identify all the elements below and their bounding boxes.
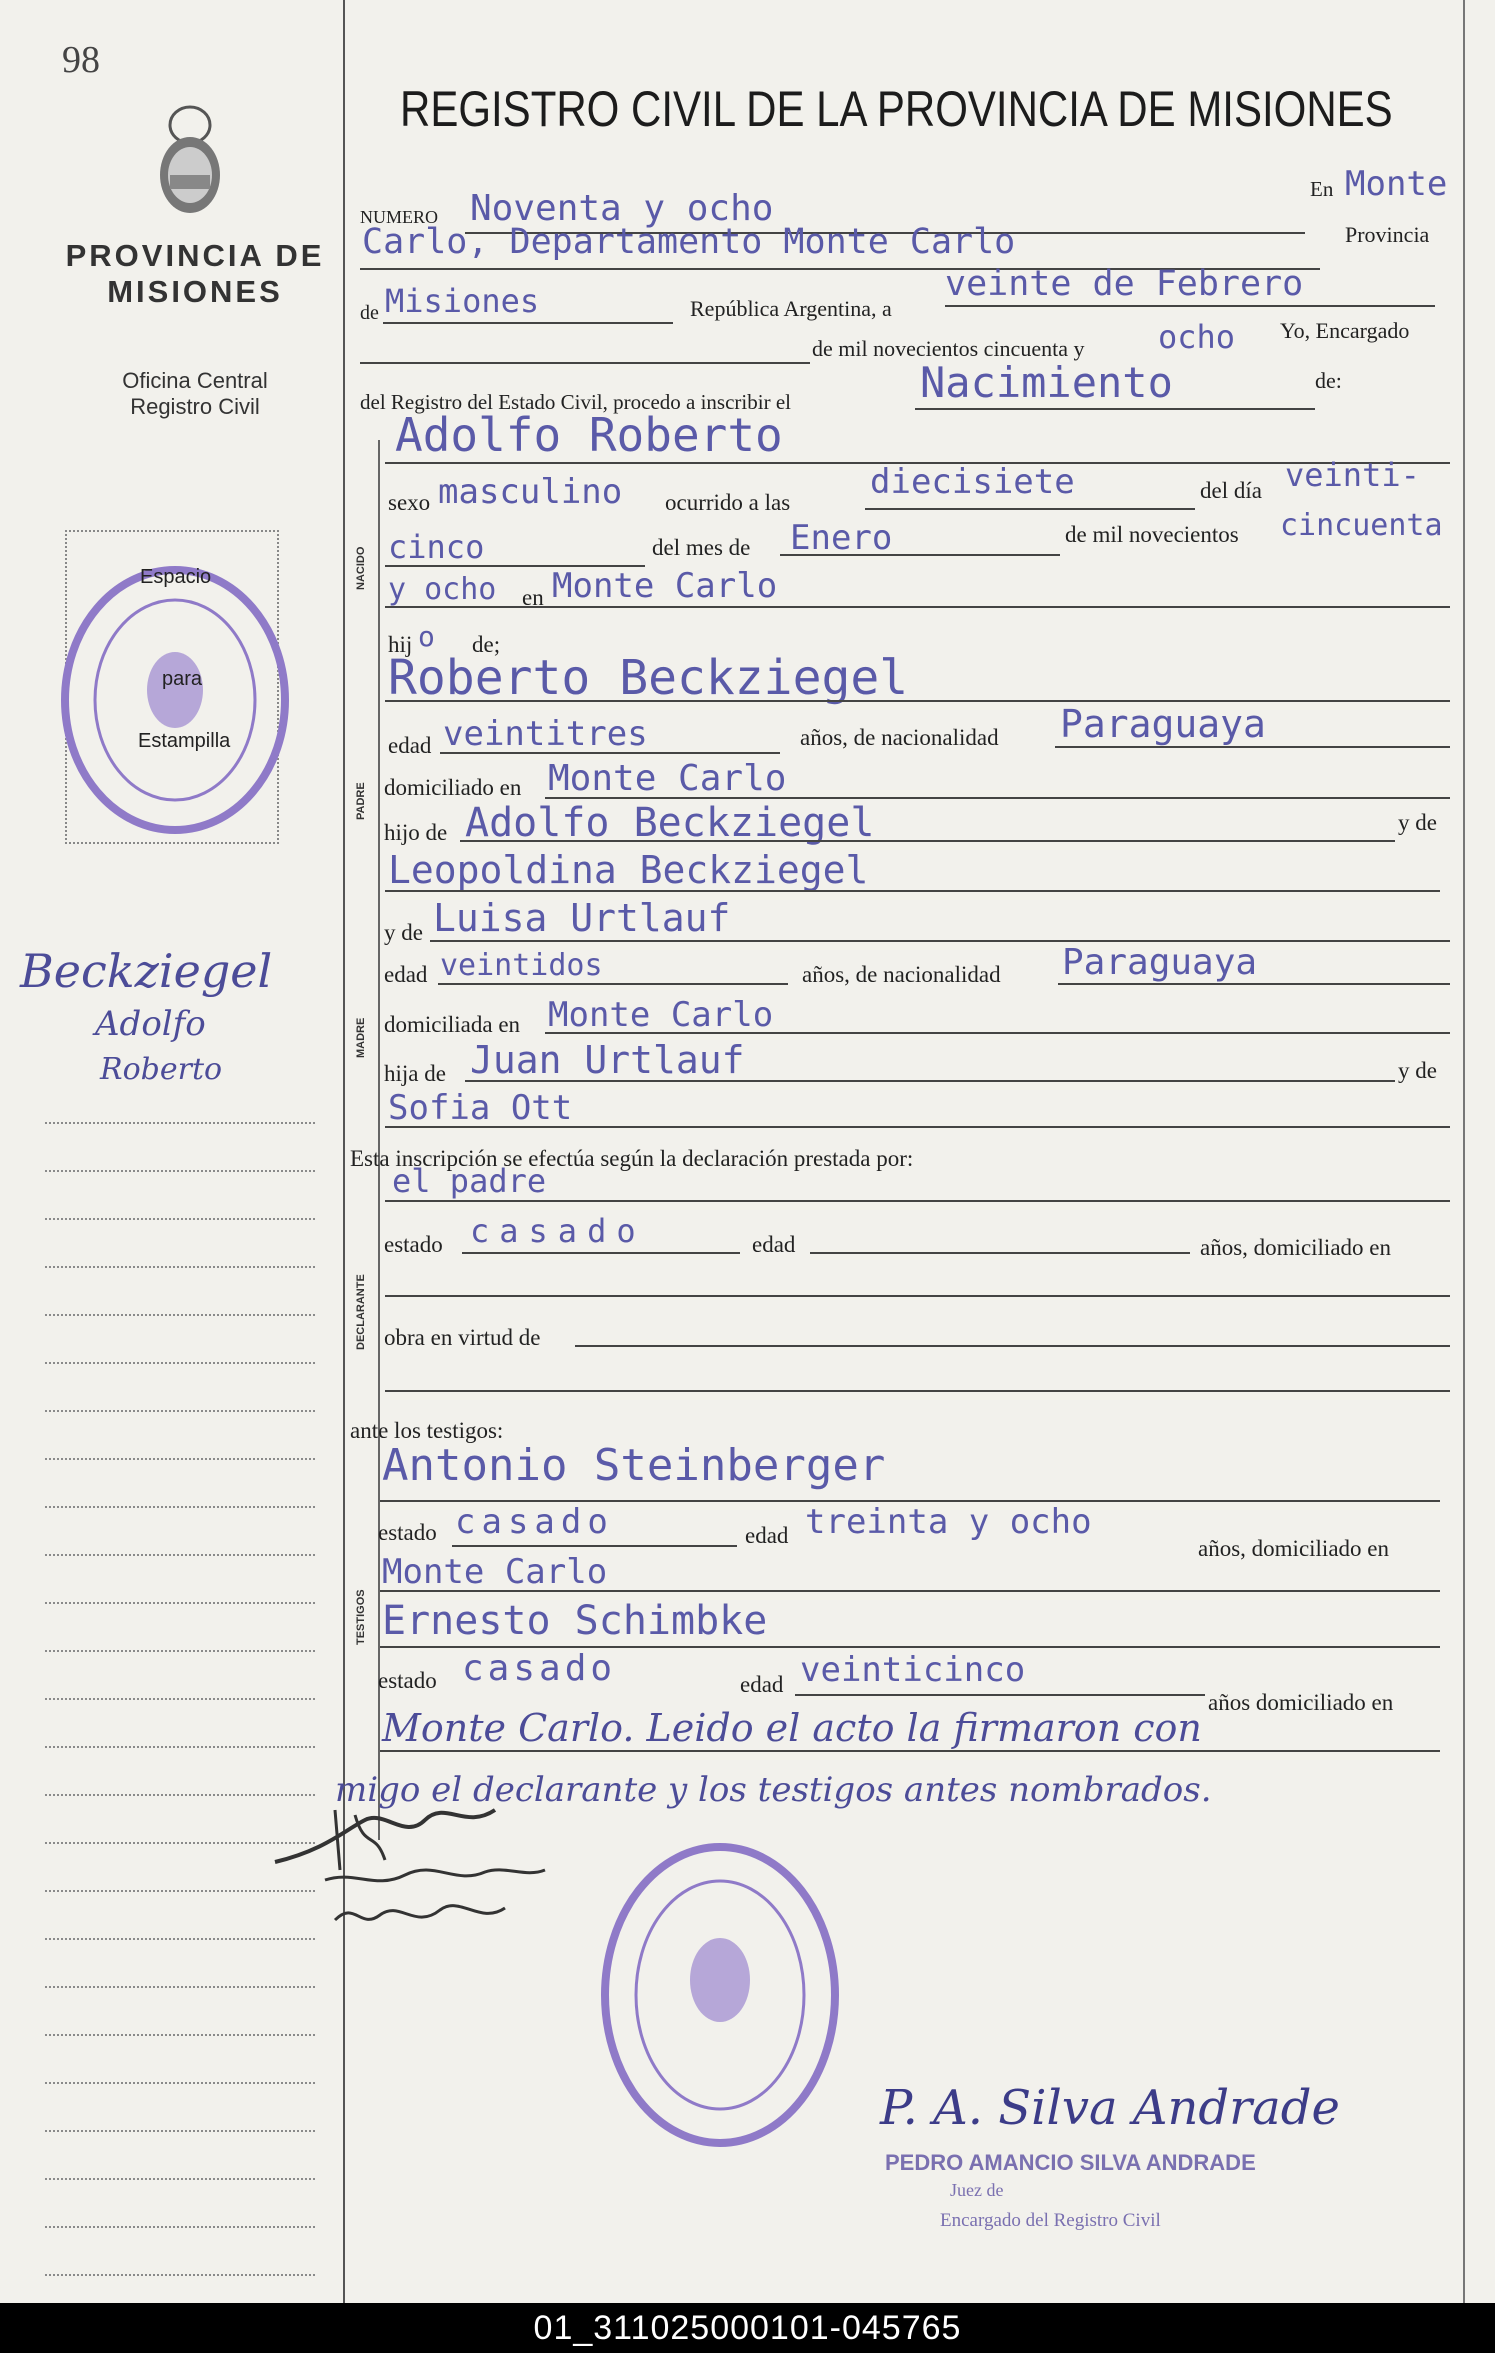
footer-id: 01_311025000101-045765 [0, 2303, 1495, 2353]
label-padre-dom: domiciliado en [384, 775, 522, 800]
judge-title2: Encargado del Registro Civil [940, 2210, 1161, 2231]
label-padre-edad: edad [388, 733, 432, 758]
province-line1: PROVINCIA DE [65, 238, 325, 273]
label-del-mes: del mes de [652, 535, 751, 560]
margin-name1: Adolfo [95, 1004, 206, 1044]
value-padre-nac: Paraguaya [1060, 702, 1266, 746]
label-madre-y-de: y de [384, 920, 423, 945]
value-lugar: Monte Carlo [552, 566, 778, 606]
judge-signature: P. A. Silva Andrade [880, 2080, 1340, 2136]
margin-rule-right [1463, 0, 1465, 2303]
judge-name: PEDRO AMANCIO SILVA ANDRADE [885, 2150, 1256, 2175]
label-en: En [1310, 177, 1334, 201]
label-test1-edad: edad [745, 1523, 789, 1548]
value-anio1: cincuenta [1280, 508, 1443, 543]
value-test1-estado: casado [455, 1502, 614, 1542]
label-de-colon: de: [1315, 368, 1342, 393]
closing-line1: Monte Carlo. Leido el acto la firmaron con [382, 1706, 1202, 1750]
value-dia2: cinco [388, 528, 485, 566]
label-ocurrido: ocurrido a las [665, 490, 791, 515]
label-madre-dom: domiciliada en [384, 1012, 521, 1037]
label-provincia: Provincia [1345, 222, 1430, 247]
value-de-provincia: Misiones [385, 282, 540, 320]
side-label-nacido: NACIDO [355, 546, 367, 590]
value-padre-dom: Monte Carlo [548, 758, 787, 799]
label-yo-encargado: Yo, Encargado [1280, 318, 1410, 343]
label-decl-estado: estado [384, 1232, 443, 1257]
value-madre-madre: Sofia Ott [388, 1088, 573, 1128]
value-madre-hija-de: Juan Urtlauf [470, 1038, 745, 1082]
value-padre-madre: Leopoldina Beckziegel [388, 848, 869, 892]
value-carlo-departamento: Carlo, Departamento Monte Carlo [362, 222, 1016, 262]
judge-title1: Juez de [950, 2180, 1004, 2200]
value-fecha: veinte de Febrero [945, 264, 1304, 304]
label-padre-hijo-de: hijo de [384, 820, 448, 845]
value-padre-edad: veintitres [443, 714, 648, 754]
label-test2-estado: estado [378, 1668, 437, 1693]
value-testigo1: Antonio Steinberger [382, 1440, 886, 1491]
label-de-semi: de; [472, 632, 501, 657]
value-hora: diecisiete [870, 462, 1075, 502]
closing-line2: migo el declarante y los testigos antes nombrados. [335, 1770, 1212, 1810]
label-mil-novecientos-cincuenta: de mil novecientos cincuenta y [812, 336, 1085, 361]
margin-name2: Roberto [100, 1052, 223, 1087]
value-decl-estado: casado [470, 1212, 646, 1250]
value-test1-dom: Monte Carlo [382, 1552, 608, 1592]
label-madre-y-de2: y de [1398, 1058, 1437, 1083]
label-madre-nac: años, de nacionalidad [802, 962, 1001, 987]
value-nacido-nombre: Adolfo Roberto [395, 408, 783, 462]
label-padre-nac: años, de nacionalidad [800, 725, 999, 750]
label-del-registro: del Registro del Estado Civil, procedo a inscribir el [360, 390, 791, 414]
label-test1-estado: estado [378, 1520, 437, 1545]
value-mes: Enero [790, 518, 893, 558]
value-dia1: veinti- [1285, 456, 1420, 494]
label-mil-novecientos: de mil novecientos [1065, 522, 1239, 547]
label-en2: en [522, 585, 544, 610]
label-republica: República Argentina, a [690, 296, 892, 321]
label-ante-testigos: ante los testigos: [350, 1418, 504, 1443]
label-test2-anos-dom: años domiciliado en [1208, 1690, 1394, 1715]
page-number: 98 [62, 39, 100, 81]
value-test1-edad: treinta y ocho [805, 1502, 1092, 1542]
stamp-text-espacio: Espacio [140, 566, 212, 588]
side-label-testigos: TESTIGOS [355, 1589, 367, 1645]
label-test2-edad: edad [740, 1672, 784, 1697]
label-de: de [360, 302, 379, 324]
label-sexo: sexo [388, 490, 431, 515]
document-title: REGISTRO CIVIL DE LA PROVINCIA DE MISIONES [400, 81, 1393, 137]
value-madre-dom: Monte Carlo [548, 995, 774, 1035]
margin-rule-left [343, 0, 345, 2303]
value-padre-nombre: Roberto Beckziegel [388, 650, 909, 706]
value-ocho: ocho [1158, 318, 1236, 356]
value-acto: Nacimiento [920, 358, 1173, 407]
value-test2-edad: veinticinco [800, 1650, 1026, 1690]
stamp-text-estampilla: Estampilla [138, 730, 231, 752]
value-padre-hijo-de: Adolfo Beckziegel [465, 800, 875, 846]
label-decl-anos-dom: años, domiciliado en [1200, 1235, 1391, 1260]
office-line1: Oficina Central [122, 368, 268, 393]
label-obra: obra en virtud de [384, 1325, 541, 1350]
value-testigo2: Ernesto Schimbke [382, 1598, 768, 1644]
province-line2: MISIONES [107, 274, 283, 309]
province-title [55, 238, 335, 310]
coat-of-arms-icon [145, 100, 235, 220]
label-madre-hija-de: hija de [384, 1061, 446, 1086]
value-anio2: y ocho [388, 572, 497, 607]
value-madre-edad: veintidos [440, 948, 603, 983]
value-madre-nombre: Luisa Urtlauf [433, 896, 731, 940]
stamp-text-para: para [162, 668, 203, 690]
value-numero: Noventa y ocho [470, 188, 774, 229]
value-test2-estado: casado [462, 1648, 617, 1689]
side-label-madre: MADRE [355, 1017, 367, 1058]
margin-surname: Beckziegel [20, 944, 273, 998]
label-madre-edad: edad [384, 962, 428, 987]
registry-seal-bottom-icon [595, 1830, 845, 2160]
witness-signatures [265, 1790, 585, 1950]
label-numero: NUMERO [360, 207, 439, 227]
value-sexo: masculino [438, 472, 623, 512]
label-hijo: hij [388, 632, 413, 657]
label-test1-anos-dom: años, domiciliado en [1198, 1536, 1389, 1561]
side-label-padre: PADRE [355, 782, 367, 820]
office-line2: Registro Civil [130, 394, 260, 419]
value-madre-nac: Paraguaya [1062, 942, 1258, 983]
label-del-dia: del día [1200, 478, 1262, 503]
value-en: Monte [1345, 164, 1448, 204]
label-decl-edad: edad [752, 1232, 796, 1257]
label-inscripcion: Esta inscripción se efectúa según la declaración prestada por: [350, 1146, 914, 1171]
value-declarante: el padre [392, 1162, 547, 1200]
value-hijo-o: o [418, 620, 435, 653]
office-title [55, 368, 335, 420]
label-padre-y-de: y de [1398, 810, 1437, 835]
side-label-declarante: DECLARANTE [355, 1274, 367, 1350]
